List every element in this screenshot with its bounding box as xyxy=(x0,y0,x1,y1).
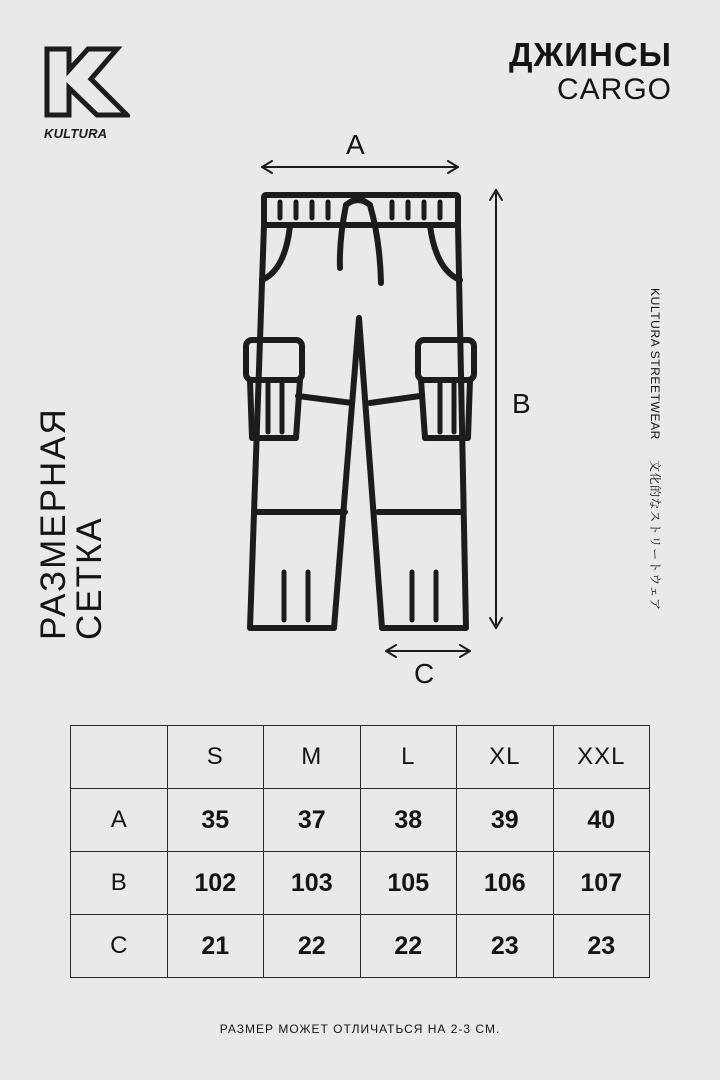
left-cargo-flap xyxy=(246,340,302,380)
table-cell: 103 xyxy=(264,852,361,915)
drawstring-knot xyxy=(346,200,370,205)
dimension-c-label: C xyxy=(414,658,435,689)
drawstring-right xyxy=(370,205,381,283)
table-cell: 23 xyxy=(553,915,650,978)
table-cell: 106 xyxy=(457,852,554,915)
table-header-cell: M xyxy=(264,726,361,789)
table-header-cell: L xyxy=(360,726,457,789)
table-cell: 35 xyxy=(167,789,264,852)
table-row xyxy=(71,852,650,915)
product-subtitle: CARGO xyxy=(556,73,672,106)
right-knee-seam xyxy=(370,396,420,403)
size-disclaimer: РАЗМЕР МОЖЕТ ОТЛИЧАТЬСЯ НА 2-3 СМ. xyxy=(219,1022,501,1036)
row-label: B xyxy=(71,852,168,915)
table-cell: 40 xyxy=(553,789,650,852)
dimension-b-label: B xyxy=(512,388,531,419)
table-header-row xyxy=(71,726,650,789)
table-cell: 22 xyxy=(264,915,361,978)
table-cell: 37 xyxy=(264,789,361,852)
brand-tagline-text: KULTURA STREETWEAR xyxy=(648,288,662,440)
size-chart-heading-line1: РАЗМЕРНАЯ xyxy=(34,407,73,640)
size-chart-heading-line2: СЕТКА xyxy=(70,516,109,640)
left-knee-seam xyxy=(298,396,352,403)
table-header-cell: XL xyxy=(457,726,554,789)
size-table xyxy=(70,725,650,978)
table-cell: 22 xyxy=(360,915,457,978)
table-header-cell: XXL xyxy=(553,726,650,789)
row-label: A xyxy=(71,789,168,852)
table-header-cell xyxy=(71,726,168,789)
table-cell: 102 xyxy=(167,852,264,915)
table-cell: 38 xyxy=(360,789,457,852)
row-label: C xyxy=(71,915,168,978)
table-row xyxy=(71,915,650,978)
dimension-a-label: A xyxy=(346,129,365,160)
table-cell: 105 xyxy=(360,852,457,915)
table-cell: 21 xyxy=(167,915,264,978)
table-cell: 107 xyxy=(553,852,650,915)
right-cargo-flap xyxy=(418,340,474,380)
table-cell: 23 xyxy=(457,915,554,978)
brand-wordmark: KULTURA xyxy=(44,126,108,141)
drawstring-left xyxy=(340,205,346,268)
table-header-cell: S xyxy=(167,726,264,789)
table-row xyxy=(71,789,650,852)
table-cell: 39 xyxy=(457,789,554,852)
product-title: ДЖИНСЫ xyxy=(508,36,672,73)
brand-tagline-jp: 文化的なストリートウェア xyxy=(648,459,662,611)
